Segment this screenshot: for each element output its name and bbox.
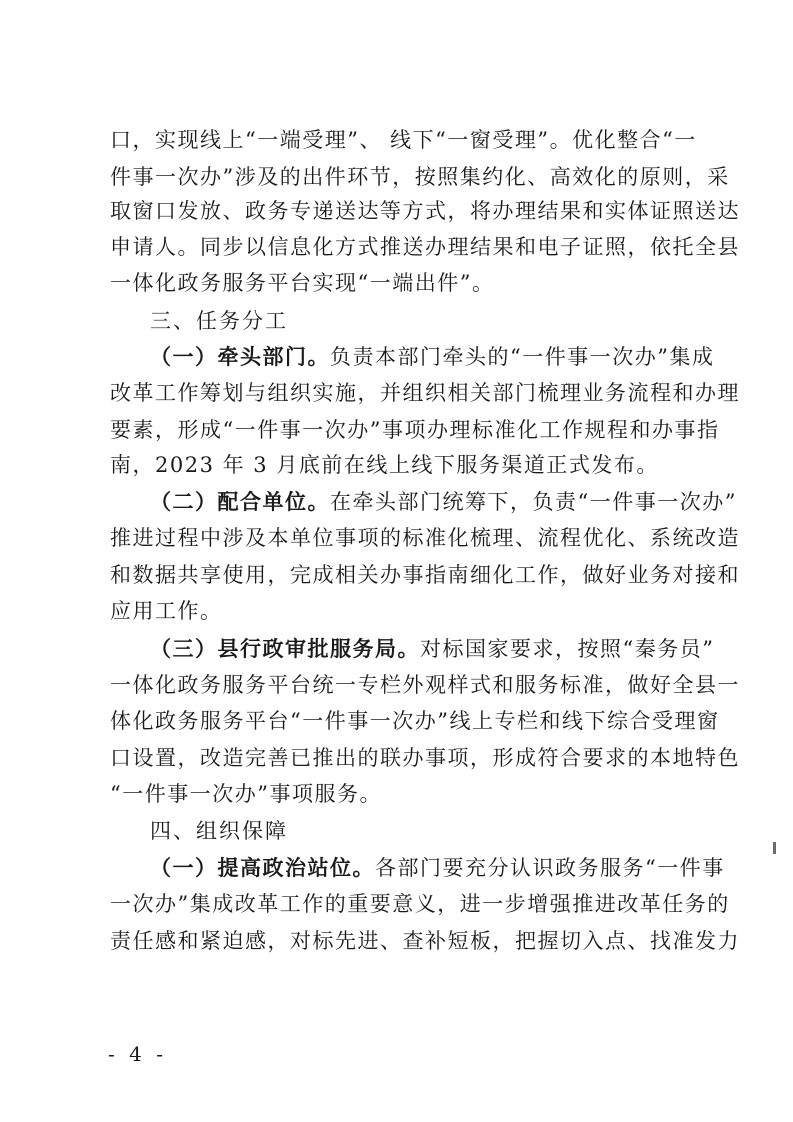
subsection-line <box>150 485 737 519</box>
subsection-title: 配合单位。 <box>217 489 330 514</box>
body-line <box>110 558 740 592</box>
line-text: 南，2023 年 3 月底前在线上线下服务渠道正式发布。 <box>110 453 659 477</box>
line-text: 取窗口发放、政务专递送达等方式，将办理结果和实体证照送达 <box>110 199 740 223</box>
line-text: 要素，形成“一件事一次办”事项办理标准化工作规程和办事指 <box>110 418 720 442</box>
heading-text: 三、任务分工 <box>150 309 288 333</box>
body-line <box>110 194 740 228</box>
subsection-line <box>150 340 715 374</box>
line-text: 和数据共享使用，完成相关办事指南细化工作，做好业务对接和 <box>110 563 740 587</box>
line-text: 在牵头部门统筹下，负责“一件事一次办” <box>330 490 737 514</box>
subsection-line <box>150 851 725 885</box>
line-text: 口设置，改造完善已推出的联办事项，形成符合要求的本地特色 <box>110 746 740 770</box>
line-text: 申请人。同步以信息化方式推送办理结果和电子证照，依托全县 <box>110 235 740 259</box>
subsection-number: （一） <box>150 344 218 369</box>
line-text: 体化政务服务平台“一件事一次办”线上专栏和线下综合受理窗 <box>110 709 720 733</box>
body-line <box>110 123 695 157</box>
body-line <box>110 668 740 702</box>
body-line <box>110 448 695 482</box>
line-text: “一件事一次办”事项服务。 <box>110 782 382 806</box>
subsection-title: 县行政审批服务局。 <box>217 636 420 661</box>
line-text: 一体化政务服务平台统一专栏外观样式和服务标准，做好全县一 <box>110 673 740 697</box>
line-text: 对标国家要求，按照“秦务员” <box>420 637 715 661</box>
body-line <box>110 376 740 410</box>
subsection-title: 提高政治站位。 <box>217 855 375 880</box>
line-text: 一次办”集成改革工作的重要意义，进一步增强推进改革任务的 <box>110 892 730 916</box>
line-text: 口，实现线上“一端受理”、 线下“一窗受理”。优化整合“一 <box>110 128 697 152</box>
subsection-number: （二） <box>150 489 218 514</box>
line-text: 一体化政务服务平台实现“一端出件”。 <box>110 271 495 295</box>
section-heading <box>150 814 695 848</box>
subsection-title: 牵头部门。 <box>217 344 330 369</box>
section-heading <box>150 304 695 338</box>
line-text: 负责本部门牵头的“一件事一次办”集成 <box>330 345 715 369</box>
subsection-number: （三） <box>150 636 218 661</box>
line-text: 改革工作筹划与组织实施，并组织相关部门梳理业务流程和办理 <box>110 381 740 405</box>
body-line <box>110 887 730 921</box>
subsection-line <box>150 632 715 666</box>
body-line <box>110 160 730 194</box>
line-text: 推进过程中涉及本单位事项的标准化梳理、流程优化、系统改造 <box>110 526 740 550</box>
line-text: 各部门要充分认识政务服务“一件事 <box>375 856 725 880</box>
body-line <box>110 594 695 628</box>
line-text: 责任感和紧迫感，对标先进、查补短板，把握切入点、找准发力 <box>110 929 740 953</box>
body-line <box>110 741 740 775</box>
body-line <box>110 521 740 555</box>
body-line <box>110 230 740 264</box>
body-line <box>110 704 720 738</box>
page-number: - 4 - <box>108 1042 167 1066</box>
body-line <box>110 777 695 811</box>
line-text: 应用工作。 <box>110 599 223 623</box>
body-line <box>110 413 720 447</box>
subsection-number: （一） <box>150 855 218 880</box>
scan-artifact <box>773 842 776 854</box>
heading-text: 四、组织保障 <box>150 819 288 843</box>
body-line <box>110 266 695 300</box>
line-text: 件事一次办”涉及的出件环节，按照集约化、高效化的原则，采 <box>110 165 730 189</box>
body-line <box>110 924 740 958</box>
